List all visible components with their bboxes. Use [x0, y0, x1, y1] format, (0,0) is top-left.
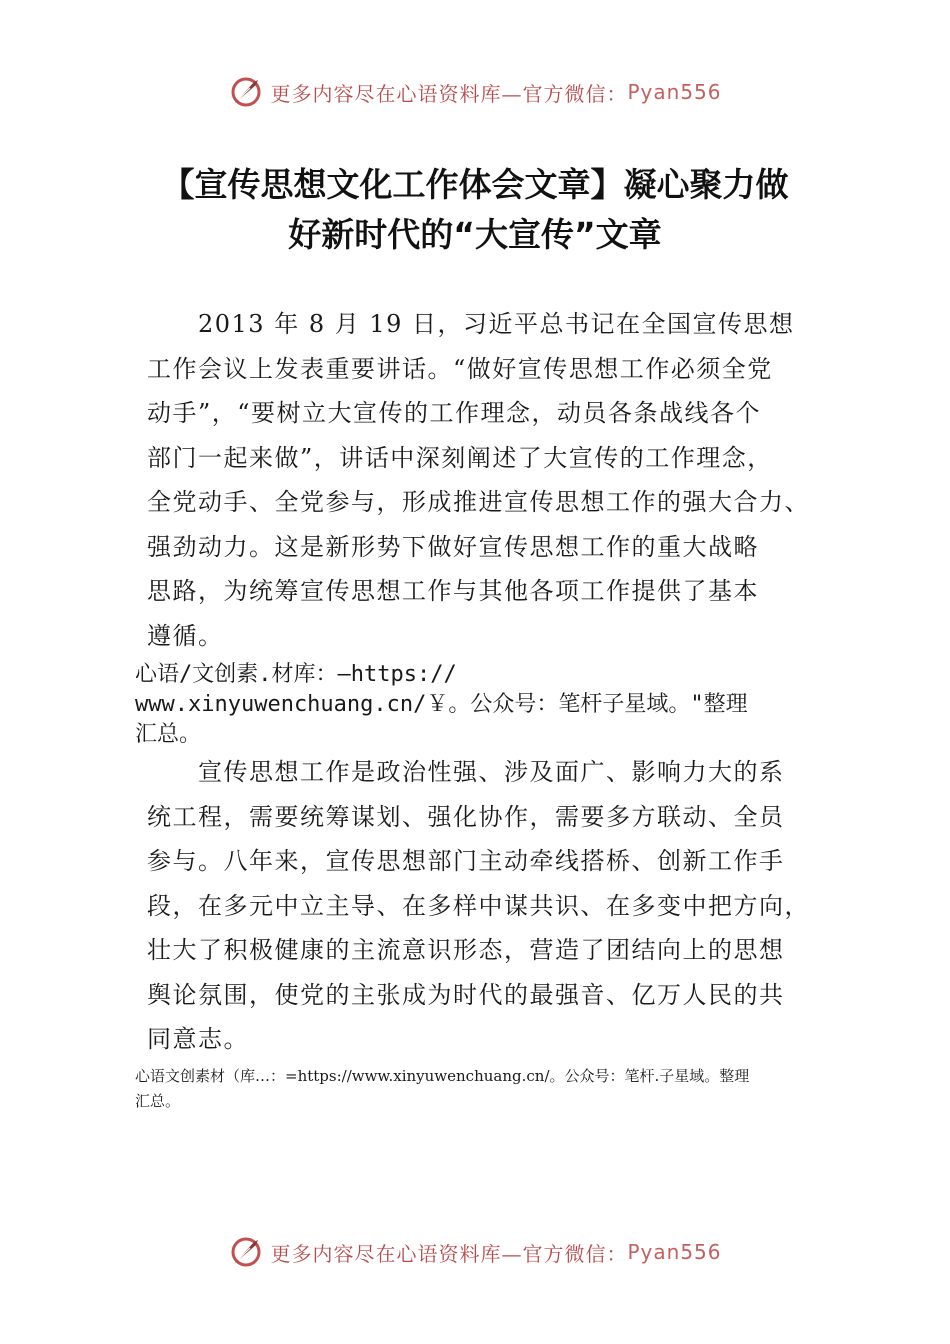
- text-line: www.xinyuwenchuang.cn/￥。公众号：笔杆子星域。"整理: [135, 692, 748, 717]
- text-line: 同意志。: [147, 1025, 249, 1053]
- footer-banner-contact: Pyan556: [627, 1240, 722, 1264]
- text-line: 段，在多元中立主导、在多样中谋共识、在多变中把方向，: [147, 891, 810, 920]
- header-banner-contact: Pyan556: [627, 80, 722, 104]
- header-banner-text: 更多内容尽在心语资料库—官方微信：: [270, 81, 628, 106]
- footer-banner: [0, 1232, 950, 1272]
- text-line: 2013 年 8 月 19 日，习近平总书记在全国宣传思想: [147, 310, 795, 338]
- quill-pen-logo-icon: [228, 74, 264, 110]
- text-line: 强劲动力。这是新形势下做好宣传思想工作的重大战略: [147, 532, 759, 561]
- text-line: 壮大了积极健康的主流意识形态，营造了团结向上的思想: [147, 936, 785, 964]
- header-banner: [0, 72, 950, 112]
- footer-banner-text: 更多内容尽在心语资料库—官方微信：: [270, 1241, 628, 1266]
- source-note-2: [135, 1064, 835, 1114]
- text-line: 遵循。: [147, 621, 224, 650]
- text-line: 动手”，“要树立大宣传的工作理念，动员各条战线各个: [147, 399, 762, 427]
- source-note-1: [135, 660, 835, 750]
- text-line: 汇总。: [135, 722, 202, 747]
- text-line: 参与。八年来，宣传思想部门主动牵线搭桥、创新工作手: [147, 847, 785, 875]
- text-line: 统工程，需要统筹谋划、强化协作，需要多方联动、全员: [147, 802, 785, 831]
- text-line: 舆论氛围，使党的主张成为时代的最强音、亿万人民的共: [147, 980, 785, 1009]
- title-line-2: 好新时代的“大宣传”文章: [288, 215, 662, 254]
- text-line: 思路，为统筹宣传思想工作与其他各项工作提供了基本: [147, 577, 759, 605]
- text-line: 心语/文创素.材库：—https://: [135, 662, 457, 687]
- text-line: 宣传思想工作是政治性强、涉及面广、影响力大的系: [147, 758, 785, 786]
- text-line: 汇总。: [135, 1092, 181, 1110]
- article-title: [60, 160, 890, 260]
- paragraph-2: [147, 750, 847, 1062]
- text-line: 全党动手、全党参与，形成推进宣传思想工作的强大合力、: [147, 488, 810, 516]
- text-line: 工作会议上发表重要讲话。“做好宣传思想工作必须全党: [147, 354, 773, 383]
- text-line: 部门一起来做”，讲话中深刻阐述了大宣传的工作理念，: [147, 443, 773, 472]
- paragraph-1: [147, 302, 827, 658]
- title-line-1: 【宣传思想文化工作体会文章】凝心聚力做: [161, 165, 789, 204]
- quill-pen-logo-icon: [228, 1234, 264, 1270]
- text-line: 心语文创素材（库…：=https://www.xinyuwenchuang.cn/。公众号：笔杆.子星域。整理: [135, 1067, 750, 1085]
